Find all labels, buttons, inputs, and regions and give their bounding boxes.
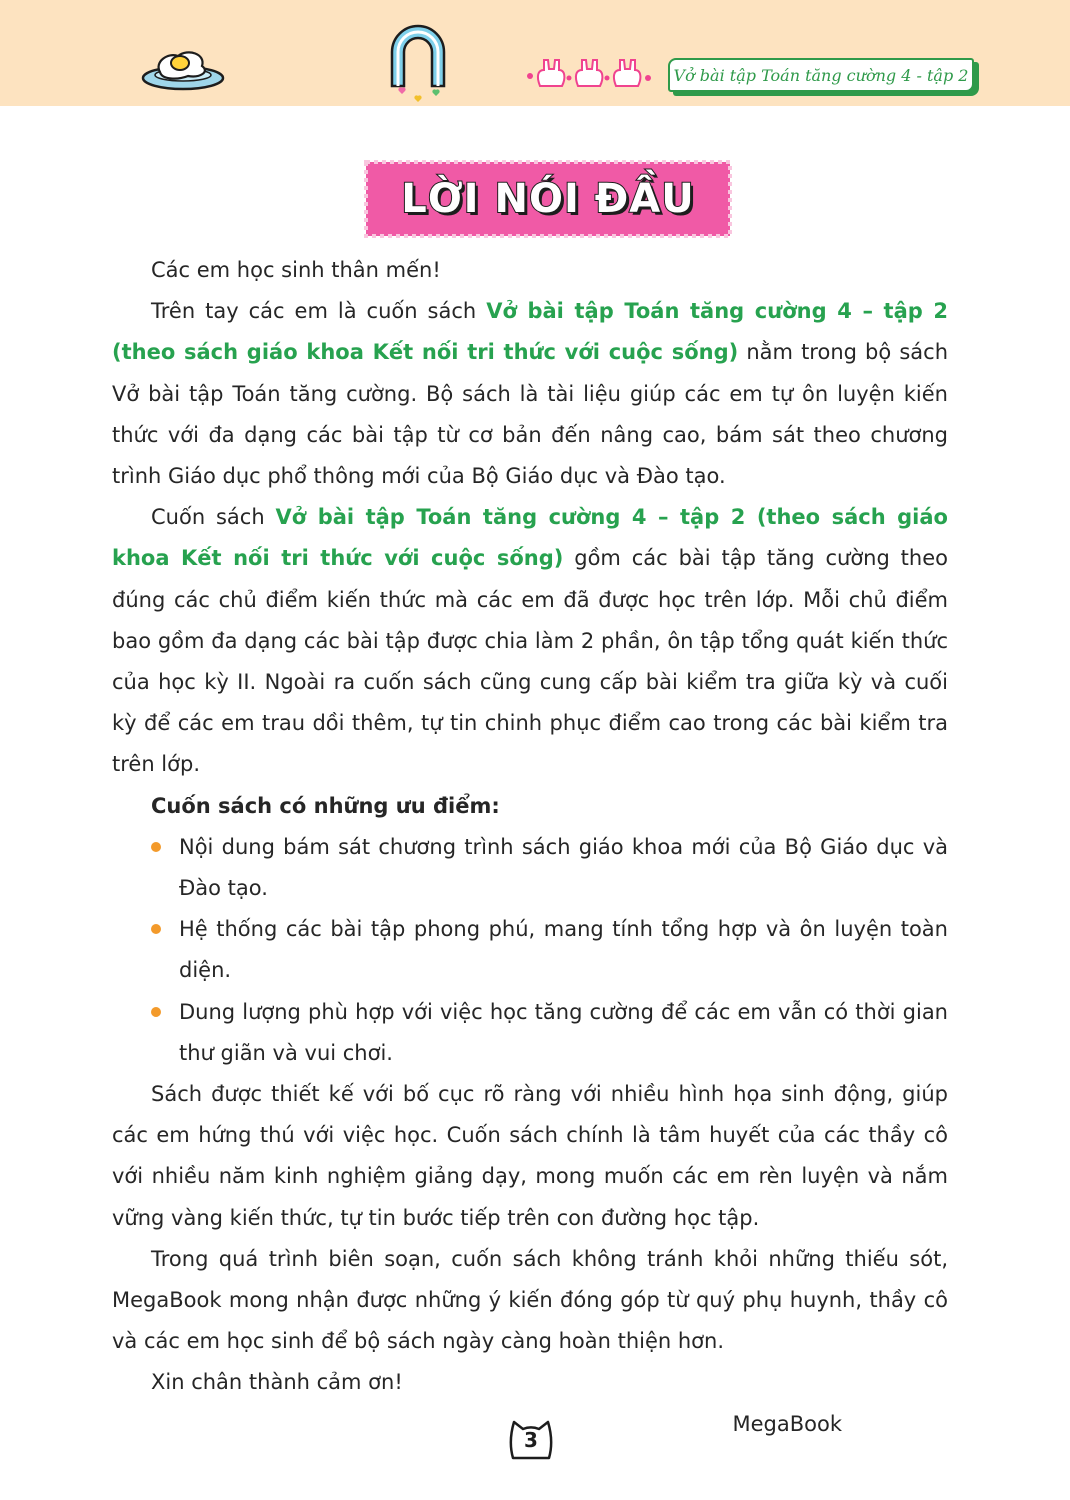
paragraph-4: Trong quá trình biên soạn, cuốn sách không tránh khỏi những thiếu sót, MegaBook mong nhận được những ý kiến đóng góp từ quý phụ huynh, thầy cô và các em học sinh để bộ sách ngày càng hoàn thiện hơn. xyxy=(112,1246,948,1354)
rainbow-icon xyxy=(382,14,454,106)
paragraph-2: Cuốn sách Vở bài tập Toán tăng cường 4 – tập 2 (theo sách giáo khoa Kết nối tri thức với cuộc sống) gồm các bài tập tăng cường theo đúng các chủ điểm kiến thức mà các em đã được học trên lớp. Mỗi chủ điểm bao gồm đa dạng các bài tập được chia làm 2 phần, ôn tập tổng quát kiến thức của học kỳ II. Ngoài ra cuốn sách cũng cung cấp bài kiểm tra giữa kỳ và cuối kỳ để các em trau dồi thêm, tự tin chinh phục điểm cao trong các bài kiểm tra trên lớp. xyxy=(112,505,948,777)
page-number: 3 xyxy=(524,1428,538,1452)
bullet-dot-icon xyxy=(151,842,161,852)
series-title: Vở bài tập Toán tăng cường 4 - tập 2 xyxy=(673,65,969,85)
bullet-dot-icon xyxy=(151,1007,161,1017)
bullet-dot-icon xyxy=(151,924,161,934)
title-banner xyxy=(364,160,732,238)
page-number-badge xyxy=(508,1418,554,1462)
fried-egg-plate-icon xyxy=(140,44,226,94)
list-item: Dung lượng phù hợp với việc học tăng cường để các em vẫn có thời gian thư giãn và vui chơi. xyxy=(112,992,948,1074)
page-title: LỜI NÓI ĐẦU xyxy=(401,176,695,222)
signature: MegaBook xyxy=(732,1411,842,1436)
greeting: Các em học sinh thân mến! xyxy=(151,258,441,282)
advantages-heading: Cuốn sách có những ưu điểm: xyxy=(151,793,500,818)
paragraph-3: Sách được thiết kế với bố cục rõ ràng với nhiều hình họa sinh động, giúp các em hứng thú với việc học. Cuốn sách chính là tâm huyết của các thầy cô với nhiều năm kinh nghiệm giảng dạy, mong muốn các em rèn luyện và nắm vững vàng kiến thức, tự tin bước tiếp trên con đường học tập. xyxy=(112,1082,948,1230)
closing: Xin chân thành cảm ơn! xyxy=(151,1370,403,1395)
bunny-faces-icon xyxy=(526,56,660,90)
page-header xyxy=(0,0,1070,106)
list-item: Hệ thống các bài tập phong phú, mang tính tổng hợp và ôn luyện toàn diện. xyxy=(112,909,948,991)
list-item: Nội dung bám sát chương trình sách giáo khoa mới của Bộ Giáo dục và Đào tạo. xyxy=(112,827,948,909)
series-title-box xyxy=(668,58,974,92)
paragraph-1: Trên tay các em là cuốn sách Vở bài tập Toán tăng cường 4 – tập 2 (theo sách giáo khoa Kết nối tri thức với cuộc sống) nằm trong bộ sách Vở bài tập Toán tăng cường. Bộ sách là tài liệu giúp các em tự ôn luyện kiến thức với đa dạng các bài tập từ cơ bản đến nâng cao, bám sát theo chương trình Giáo dục phổ thông mới của Bộ Giáo dục và Đào tạo. xyxy=(112,299,949,489)
advantages-list xyxy=(112,827,948,1074)
book-title-highlight: Vở bài tập Toán tăng cường 4 – tập 2 (theo sách giáo khoa Kết nối tri thức với cuộc sống) xyxy=(112,299,949,365)
book-title-highlight: Vở bài tập Toán tăng cường 4 – tập 2 (theo sách giáo khoa Kết nối tri thức với cuộc sống) xyxy=(112,505,948,571)
foreword-body xyxy=(112,250,948,1445)
